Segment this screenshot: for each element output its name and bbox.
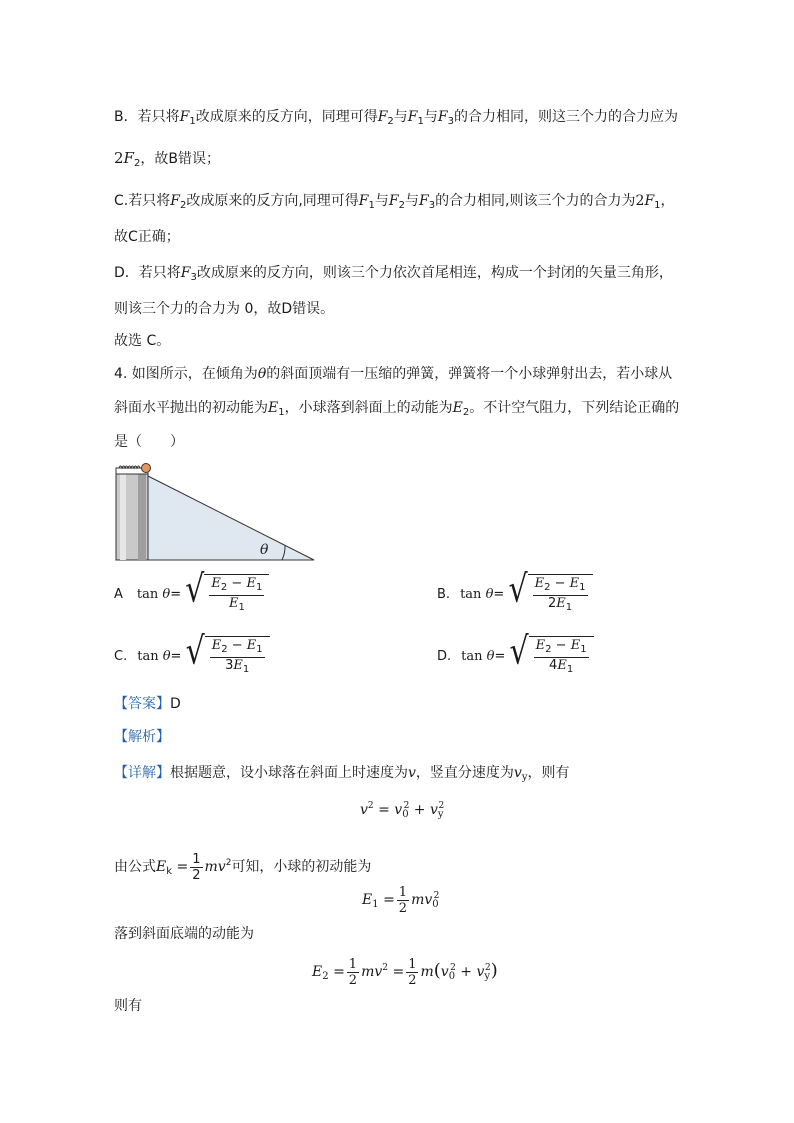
ball	[142, 464, 151, 473]
option-d[interactable]: D. tan θ= √ $\frac{E_2 - E_1}{4E_1}$	[437, 636, 594, 677]
angle-label: θ	[260, 542, 269, 558]
option-c-explanation-line2: 故C正确；	[114, 229, 180, 245]
question-4-line2: 斜面水平抛出的初动能为$E_1$，小球落到斜面上的动能为$E_2$。不计空气阻力，下列结论正确的	[114, 400, 680, 418]
analysis-line: 【解析】	[114, 729, 170, 745]
option-b[interactable]: B. tan θ= √ $\frac{E_2 - E_1}{2E_1}$	[437, 574, 593, 615]
question-4-line1: 4. 如图所示，在倾角为θ的斜面顶端有一压缩的弹簧，弹簧将一个小球弹射出去，若小球从	[114, 366, 673, 382]
then-text: 则有	[114, 998, 142, 1014]
option-c-explanation-line1: C.若只将$F_2$改成原来的反方向,同理可得$F_1$与$F_2$与$F_3$的合力相同,则该三个力的合力为$2F_1$，	[114, 193, 675, 211]
detail-line: 【详解】根据题意，设小球落在斜面上时速度为v，竖直分速度为$v_y$，则有	[114, 765, 570, 783]
option-b-explanation-line2: $2F_2$，故B错误；	[114, 149, 220, 169]
option-c[interactable]: C. tan θ= √ $\frac{E_2 - E_1}{3E_1}$	[114, 636, 270, 677]
answer-line: 【答案】D	[114, 696, 181, 712]
option-d-explanation-line1: D．若只将$F_3$改成原来的反方向，则该三个力依次首尾相连，构成一个封闭的矢量三角形，	[114, 265, 673, 283]
equation-velocity: $v^2 = v_0^2 + v_y^2$	[360, 801, 445, 820]
incline-figure	[110, 458, 322, 564]
option-a[interactable]: A tan θ= √ $\frac{E_2 - E_1}{E_1}$	[114, 574, 269, 615]
question-4-line3: 是（ ）	[114, 434, 184, 450]
choice-conclusion: 故选 C。	[114, 333, 171, 349]
option-d-explanation-line2: 则该三个力的合力为 0，故D错误。	[114, 301, 335, 317]
option-b-explanation-line1: B．若只将$F_1$改成原来的反方向，同理可得$F_2$与$F_1$与$F_3$的合力相同，则这三个力的合力应为	[114, 109, 678, 127]
equation-final-energy: $E_2$ = $\frac{1}{2}$ $mv^2$ = $\frac{1}{2}$ $m(v_0^2 + v_y^2)$	[312, 956, 498, 988]
equation-initial-energy: $E_1$ = $\frac{1}{2}$ $mv_0^2$	[362, 884, 440, 916]
fall-energy-text: 落到斜面底端的动能为	[114, 926, 254, 942]
kinetic-energy-formula-line: 由公式$E_k$ = $\frac{1}{2}$ $mv^2$可知，小球的初动能为	[114, 851, 372, 883]
incline-slope	[148, 476, 314, 560]
